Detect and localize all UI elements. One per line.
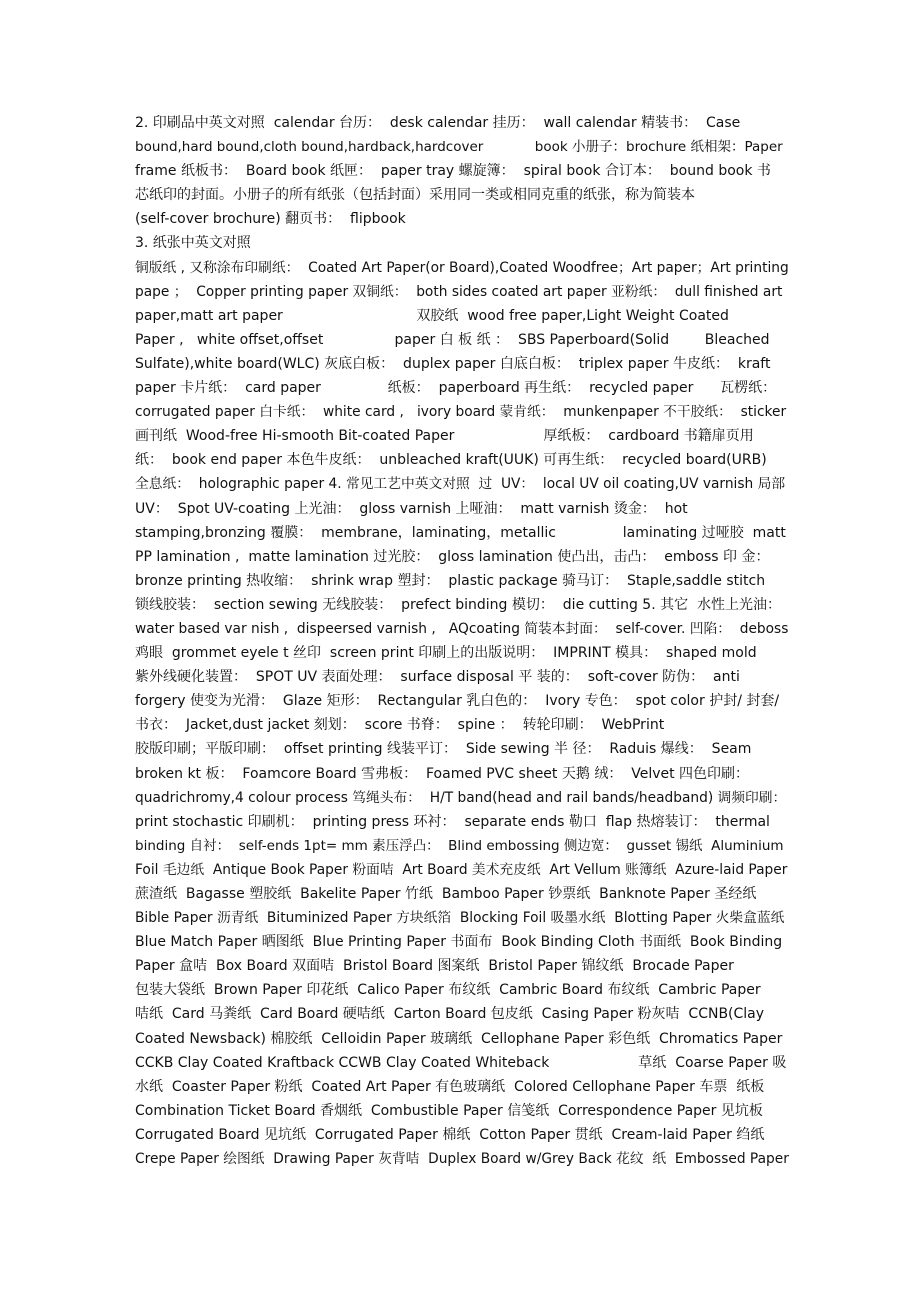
text-line: Corrugated Board 见坑纸 Corrugated Paper 棉纸 Cotton Paper 贯纸 Cream-laid Paper 绉纸 — [135, 1126, 765, 1143]
text-line: 水纸 Coaster Paper 粉纸 Coated Art Paper 有色玻璃纸 Colored Cellophane Paper 车票 纸板 — [135, 1078, 765, 1095]
text-line: 纸： book end paper 本色牛皮纸： unbleached kraft(UUK) 可再生纸： recycled board(URB) — [135, 452, 767, 469]
text-line: 鸡眼 grommet eyele t 丝印 screen print 印刷上的出版说明： IMPRINT 模具： shaped mold — [135, 645, 757, 662]
text-line: Paper 盒咭 Box Board 双面咭 Bristol Board 图案纸 Bristol Paper 锦纹纸 Brocade Paper — [135, 958, 734, 975]
text-line: bound,hard bound,cloth bound,hardback,hardcover book 小册子：brochure 纸相架：Paper — [135, 139, 783, 156]
document-body — [135, 111, 790, 1171]
text-line: CCKB Clay Coated Kraftback CCWB Clay Coated Whiteback 草纸 Coarse Paper 吸 — [135, 1054, 787, 1071]
text-line: 咭纸 Card 马粪纸 Card Board 硬咭纸 Carton Board 包皮纸 Casing Paper 粉灰咭 CCNB(Clay — [135, 1006, 765, 1023]
text-line: 紫外线硬化装置： SPOT UV 表面处理： surface disposal 平 装的： soft-cover 防伪： anti — [135, 669, 740, 686]
text-line: 2. 印刷品中英文对照 calendar 台历： desk calendar 挂历： wall calendar 精装书： Case — [135, 115, 741, 131]
text-line: frame 纸板书： Board book 纸匣： paper tray 螺旋簿： spiral book 合订本： bound book 书 — [135, 163, 771, 180]
text-line: stamping,bronzing 覆膜： membrane，laminating，metallic laminating 过哑胶 matt — [135, 524, 786, 541]
text-line: broken kt 板： Foamcore Board 雪弗板： Foamed PVC sheet 天鹅 绒： Velvet 四色印刷： — [135, 765, 750, 782]
text-line: 全息纸： holographic paper 4. 常见工艺中英文对照 过 UV： local UV oil coating,UV varnish 局部 — [135, 476, 786, 493]
text-line: 胶版印刷；平版印刷： offset printing 线装平订： Side sewing 半 径： Raduis 爆线： Seam — [135, 741, 752, 758]
text-line: print stochastic 印刷机： printing press 环衬： separate ends 勒口 flap 热熔装订： thermal — [135, 813, 770, 830]
text-line: Crepe Paper 绘图纸 Drawing Paper 灰背咭 Duplex Board w/Grey Back 花纹 纸 Embossed Paper — [135, 1151, 789, 1168]
text-line: Bible Paper 沥青纸 Bituminized Paper 方块纸箔 Blocking Foil 吸墨水纸 Blotting Paper 火柴盒蓝纸 — [135, 910, 785, 927]
text-line: 芯纸印的封面。小册子的所有纸张（包括封面）采用同一类或相同克重的纸张，称为简装本 — [135, 187, 695, 204]
text-line: pape ； Copper printing paper 双铜纸： both sides coated art paper 亚粉纸： dull finished art — [135, 283, 783, 300]
text-line: Paper , white offset,offset paper 白 板 纸 ： SBS Paperboard(Solid Bleached — [135, 331, 770, 348]
text-line: 书衣： Jacket,dust jacket 刻划： score 书脊： spine ： 转轮印刷： WebPrint — [135, 717, 665, 734]
text-line: 锁线胶装： section sewing 无线胶装： prefect binding 模切： die cutting 5. 其它 水性上光油： — [135, 596, 781, 613]
text-line: Blue Match Paper 晒图纸 Blue Printing Paper 书面布 Book Binding Cloth 书面纸 Book Binding — [135, 934, 783, 951]
text-line: binding 自衬： self-ends 1pt= mm 素压浮凸： Blind embossing 侧边宽： gusset 锡纸 Aluminium — [135, 837, 784, 854]
text-line: PP lamination , matte lamination 过光胶： gloss lamination 使凸出，击凸： emboss 印 金： — [135, 548, 770, 565]
text-line: UV： Spot UV-coating 上光油： gloss varnish 上哑油： matt varnish 烫金： hot — [135, 500, 688, 517]
text-line: quadrichromy,4 colour process 笃绳头布： H/T band(head and rail bands/headband) 调频印刷： — [135, 789, 787, 806]
text-line: corrugated paper 白卡纸： white card , ivory board 蒙肯纸： munkenpaper 不干胶纸： sticker — [135, 404, 787, 421]
text-line: 画刊纸 Wood-free Hi-smooth Bit-coated Paper 厚纸板： cardboard 书籍扉页用 — [135, 428, 754, 445]
text-line: paper,matt art paper 双胶纸 wood free paper,Light Weight Coated — [135, 307, 729, 324]
text-line: forgery 使变为光滑： Glaze 矩形： Rectangular 乳白色的： Ivory 专色： spot color 护封/ 封套/ — [135, 693, 780, 710]
text-line: bronze printing 热收缩： shrink wrap 塑封： plastic package 骑马订： Staple,saddle stitch — [135, 572, 766, 589]
text-line: 包装大袋纸 Brown Paper 印花纸 Calico Paper 布纹纸 Cambric Board 布纹纸 Cambric Paper — [135, 982, 761, 999]
text-line: Combination Ticket Board 香烟纸 Combustible Paper 信笺纸 Correspondence Paper 见坑板 — [135, 1102, 763, 1119]
text-line: Sulfate),white board(WLC) 灰底白板： duplex paper 白底白板： triplex paper 牛皮纸： kraft — [135, 355, 771, 372]
text-line: (self-cover brochure) 翻页书： flipbook — [135, 211, 406, 228]
text-line: water based var nish , dispeersed varnish , AQcoating 简装本封面： self-cover. 凹陷： deboss — [135, 620, 789, 637]
text-line: Foil 毛边纸 Antique Book Paper 粉面咭 Art Board 美术充皮纸 Art Vellum 账簿纸 Azure-laid Paper — [135, 861, 788, 878]
text-line: Coated Newsback) 棉胶纸 Celloidin Paper 玻璃纸 Cellophane Paper 彩色纸 Chromatics Paper — [135, 1030, 783, 1047]
text-line: 铜版纸 , 又称涂布印刷纸： Coated Art Paper(or Board),Coated Woodfree；Art paper；Art printing — [135, 259, 789, 276]
text-line: 蔗渣纸 Bagasse 塑胶纸 Bakelite Paper 竹纸 Bamboo Paper 钞票纸 Banknote Paper 圣经纸 — [135, 886, 757, 902]
text-line: 3. 纸张中英文对照 — [135, 235, 251, 252]
text-line: paper 卡片纸： card paper 纸板： paperboard 再生纸： recycled paper 瓦楞纸： — [135, 380, 777, 397]
